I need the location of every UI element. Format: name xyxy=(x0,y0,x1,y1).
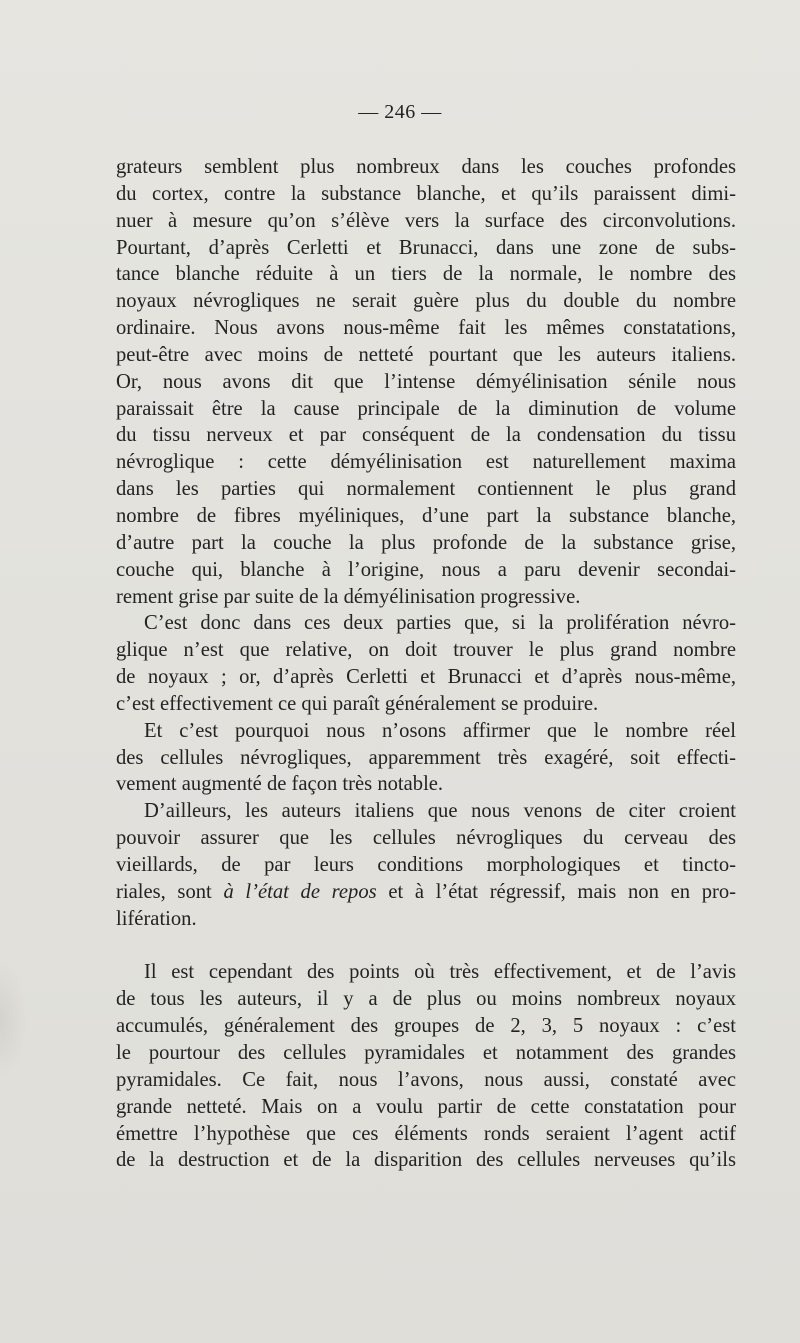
text-line: Pourtant, d’après Cerletti et Brunacci, dans une zone de subs- xyxy=(116,236,736,259)
text-line: le pourtour des cellules pyramidales et notamment des grandes xyxy=(116,1042,736,1064)
text-line: de tous les auteurs, il y a de plus ou moins nombreux noyaux xyxy=(116,988,736,1011)
text-line: vement augmenté de façon très notable. xyxy=(116,773,444,796)
text-line: nombre de fibres myéliniques, d’une part la substance blanche, xyxy=(116,504,736,527)
text-segment: et à l’état régressif, mais non en pro- xyxy=(376,880,736,903)
text-line: paraissait être la cause principale de la diminution de volume xyxy=(116,397,736,420)
body-text xyxy=(116,154,736,1174)
text-line: Or, nous avons dit que l’intense démyélinisation sénile nous xyxy=(116,370,736,393)
text-line: glique n’est que relative, on doit trouver le plus grand nombre xyxy=(116,639,736,662)
section-gap xyxy=(116,932,736,959)
paragraph-5 xyxy=(116,959,736,1174)
text-line: vieillards, de par leurs conditions morphologiques et tincto- xyxy=(116,853,736,876)
paragraph-3 xyxy=(116,718,736,799)
paragraph-4 xyxy=(116,798,736,932)
text-line: tance blanche réduite à un tiers de la normale, le nombre des xyxy=(116,263,736,286)
text-line: nuer à mesure qu’on s’élève vers la surface des circonvolutions. xyxy=(116,209,736,232)
text-line: névroglique : cette démyélinisation est naturellement maxima xyxy=(116,451,736,474)
text-line: C’est donc dans ces deux parties que, si la prolifération névro- xyxy=(144,612,736,635)
text-line: du tissu nerveux et par conséquent de la condensation du tissu xyxy=(116,424,736,447)
text-line: du cortex, contre la substance blanche, et qu’ils paraissent dimi- xyxy=(116,182,736,205)
paragraph-1 xyxy=(116,154,736,610)
text-line: accumulés, généralement des groupes de 2, 3, 5 noyaux : c’est xyxy=(116,1015,736,1038)
text-line: grateurs semblent plus nombreux dans les couches profondes xyxy=(116,156,736,178)
text-line: lifération. xyxy=(116,907,197,930)
page-stain xyxy=(0,960,28,1080)
text-line: Et c’est pourquoi nous n’osons affirmer que le nombre réel xyxy=(144,719,736,742)
page-number: — 246 — xyxy=(358,101,442,123)
text-line: de la destruction et de la disparition des cellules nerveuses qu’ils xyxy=(116,1149,736,1172)
text-line: émettre l’hypothèse que ces éléments ronds seraient l’agent actif xyxy=(116,1122,736,1145)
paragraph-2 xyxy=(116,610,736,717)
text-line: des cellules névrogliques, apparemment très exagéré, soit effecti- xyxy=(116,746,736,769)
text-line: D’ailleurs, les auteurs italiens que nous venons de citer croient xyxy=(144,800,736,823)
text-line: noyaux névrogliques ne serait guère plus du double du nombre xyxy=(116,290,736,313)
text-line: c’est effectivement ce qui paraît généralement se produire. xyxy=(116,692,599,715)
text-line: d’autre part la couche la plus profonde de la substance grise, xyxy=(116,531,736,554)
text-line: de noyaux ; or, d’après Cerletti et Brunacci et d’après nous-même, xyxy=(116,666,736,689)
text-line: dans les parties qui normalement contiennent le plus grand xyxy=(116,478,736,501)
text-line: rement grise par suite de la démyélinisation progressive. xyxy=(116,585,581,608)
text-line-with-italic xyxy=(116,879,736,906)
text-segment: riales, sont xyxy=(116,880,224,903)
text-line: grande netteté. Mais on a voulu partir de cette constatation pour xyxy=(116,1095,736,1118)
text-line: Il est cependant des points où très effectivement, et de l’avis xyxy=(144,961,736,984)
text-line: ordinaire. Nous avons nous-même fait les mêmes constatations, xyxy=(116,317,736,340)
italic-phrase: à l’état de repos xyxy=(223,880,377,903)
text-line: couche qui, blanche à l’origine, nous a paru devenir secondai- xyxy=(116,558,736,581)
text-line: peut-être avec moins de netteté pourtant que les auteurs italiens. xyxy=(116,343,736,366)
text-line: pouvoir assurer que les cellules névrogliques du cerveau des xyxy=(116,827,736,850)
text-line: pyramidales. Ce fait, nous l’avons, nous aussi, constaté avec xyxy=(116,1068,736,1091)
